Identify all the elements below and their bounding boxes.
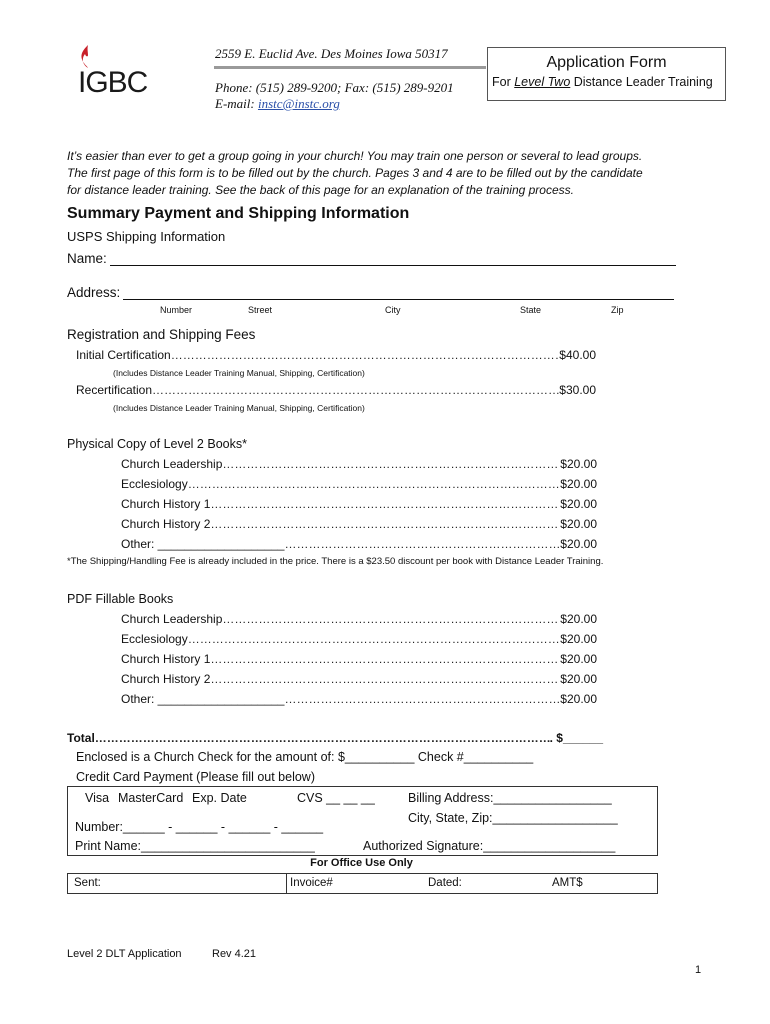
total-value: . $______	[549, 731, 603, 745]
book-amount: $20.00	[560, 517, 597, 531]
office-amt[interactable]: AMT$	[552, 877, 583, 889]
exp-date-field[interactable]: Exp. Date	[192, 791, 247, 805]
cvs-field[interactable]: CVS __ __ __	[297, 791, 375, 805]
book-label: Church History 1	[121, 652, 211, 666]
page-number: 1	[695, 964, 702, 976]
total-row[interactable]	[67, 731, 603, 745]
summary-heading: Summary Payment and Shipping Information	[67, 205, 410, 222]
form-subtitle-prefix: For	[492, 75, 515, 89]
form-title-box	[487, 47, 726, 101]
physical-row[interactable]	[121, 517, 597, 531]
book-amount: $20.00	[560, 457, 597, 471]
book-label: Church History 1	[121, 497, 211, 511]
intro-line-3: for distance leader training. See the back of this page for an explanation of the training process.	[67, 183, 574, 197]
book-label: Ecclesiology	[121, 632, 188, 646]
city-state-zip-field[interactable]: City, State, Zip:__________________	[408, 811, 618, 825]
logo	[72, 44, 162, 100]
book-amount: $20.00	[560, 537, 597, 551]
physical-row[interactable]	[121, 497, 597, 511]
physical-footnote: *The Shipping/Handling Fee is already included in the price. There is a $23.50 discount per book with Distance Leader Training.	[67, 556, 604, 567]
office-sent[interactable]: Sent:	[74, 877, 101, 889]
usps-label: USPS Shipping Information	[67, 229, 226, 244]
fee-label: Initial Certification	[76, 348, 171, 362]
address-part-number: Number	[160, 305, 193, 315]
office-divider	[286, 874, 287, 893]
mastercard-option[interactable]: MasterCard	[118, 791, 184, 805]
form-subtitle	[492, 75, 713, 89]
book-amount: $20.00	[560, 672, 597, 686]
address-part-zip: Zip	[611, 305, 624, 315]
address-part-state: State	[520, 305, 542, 315]
address-part-street: Street	[248, 305, 273, 315]
email-link[interactable]: instc@instc.org	[257, 96, 340, 111]
pdf-row[interactable]	[121, 692, 597, 706]
book-label: Church Leadership	[121, 457, 223, 471]
book-amount: $20.00	[560, 497, 597, 511]
form-subtitle-level: Level Two	[514, 75, 571, 89]
book-label: Other: ___________________	[121, 692, 285, 706]
physical-row[interactable]	[121, 477, 597, 491]
office-heading: For Office Use Only	[310, 857, 413, 869]
book-amount: $20.00	[560, 692, 597, 706]
org-address: 2559 E. Euclid Ave. Des Moines Iowa 50317	[215, 46, 448, 61]
book-label: Ecclesiology	[121, 477, 188, 491]
office-use-table	[67, 873, 658, 894]
header-rule	[214, 66, 486, 69]
address-field[interactable]	[123, 299, 674, 300]
pdf-heading: PDF Fillable Books	[67, 592, 174, 606]
enclosed-check[interactable]: Enclosed is a Church Check for the amount of: $__________ Check #__________	[76, 750, 534, 764]
logo-text: IGBC	[78, 66, 148, 99]
fee-amount: $30.00	[559, 383, 596, 397]
pdf-row[interactable]	[121, 632, 597, 646]
pdf-row[interactable]	[121, 672, 597, 686]
intro-line-1: It’s easier than ever to get a group going in your church! You may train one person or several to lead groups.	[67, 149, 643, 163]
book-label: Church Leadership	[121, 612, 223, 626]
intro-line-2: The first page of this form is to be filled out by the church. Pages 3 and 4 are to be filled out by the candidate	[67, 166, 643, 180]
office-invoice[interactable]: Invoice#	[290, 877, 333, 889]
address-part-city: City	[385, 305, 401, 315]
book-label: Church History 2	[121, 517, 211, 531]
fee-row-initial[interactable]	[76, 348, 596, 362]
footer-form-name: Level 2 DLT Application	[67, 948, 182, 960]
book-label: Other: ___________________	[121, 537, 285, 551]
footer-rev: Rev 4.21	[212, 948, 257, 960]
fee-row-recert[interactable]	[76, 383, 596, 397]
pdf-row[interactable]	[121, 612, 597, 626]
book-amount: $20.00	[560, 477, 597, 491]
form-title: Application Form	[546, 54, 667, 71]
org-email-line	[215, 96, 340, 112]
office-dated[interactable]: Dated:	[428, 877, 462, 889]
org-phone: Phone: (515) 289-9200; Fax: (515) 289-9201	[215, 80, 454, 95]
name-field[interactable]	[110, 265, 676, 266]
book-label: Church History 2	[121, 672, 211, 686]
pdf-row[interactable]	[121, 652, 597, 666]
fee-note: (Includes Distance Leader Training Manual, Shipping, Certification)	[113, 403, 365, 413]
registration-heading: Registration and Shipping Fees	[67, 327, 256, 342]
credit-card-box	[67, 786, 658, 856]
email-label: E-mail:	[215, 96, 258, 111]
name-label: Name:	[67, 251, 107, 266]
physical-heading: Physical Copy of Level 2 Books*	[67, 437, 247, 451]
fee-amount: $40.00	[559, 348, 596, 362]
fee-note: (Includes Distance Leader Training Manual, Shipping, Certification)	[113, 368, 365, 378]
visa-option[interactable]: Visa	[85, 791, 110, 805]
book-amount: $20.00	[560, 632, 597, 646]
physical-row[interactable]	[121, 457, 597, 471]
credit-card-label: Credit Card Payment (Please fill out below)	[76, 770, 315, 784]
card-number-field[interactable]: Number:______ - ______ - ______ - ______	[75, 820, 324, 834]
signature-field[interactable]: Authorized Signature:___________________	[363, 839, 616, 853]
book-amount: $20.00	[560, 612, 597, 626]
fee-label: Recertification	[76, 383, 153, 397]
address-label: Address:	[67, 285, 121, 300]
total-label: Total	[67, 731, 95, 745]
print-name-field[interactable]: Print Name:_________________________	[75, 839, 315, 853]
physical-row[interactable]	[121, 537, 597, 551]
billing-address-field[interactable]: Billing Address:_________________	[408, 791, 612, 805]
book-amount: $20.00	[560, 652, 597, 666]
form-subtitle-suffix: Distance Leader Training	[570, 75, 713, 89]
